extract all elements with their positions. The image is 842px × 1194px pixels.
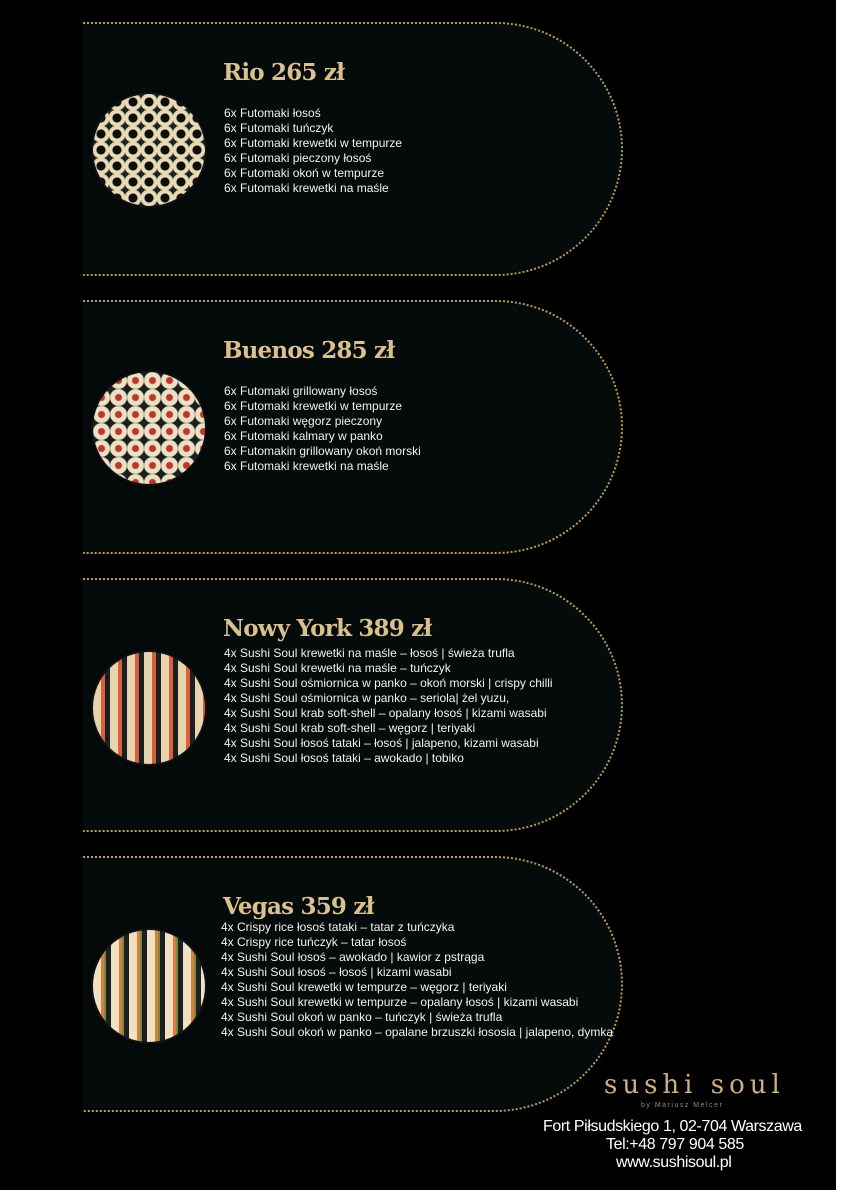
list-item: 6x Futomaki pieczony łosoś — [224, 151, 372, 165]
list-item: 4x Sushi Soul okoń w panko – opalane brzuszki łososia | jalapeno, dymka — [221, 1025, 614, 1039]
list-item: 6x Futomaki łosoś — [224, 106, 321, 120]
list-item: 4x Sushi Soul krewetki w tempurze – węgorz | teriyaki — [221, 980, 507, 994]
list-item: 6x Futomaki okoń w tempurze — [224, 166, 385, 180]
list-item: 6x Futomaki krewetki na maśle — [224, 181, 389, 195]
list-item: 4x Sushi Soul krab soft-shell – opalany łosoś | kizami wasabi — [224, 706, 547, 720]
list-item: 4x Sushi Soul ośmiornica w panko – seriola| żel yuzu, — [224, 691, 510, 705]
list-item: 4x Sushi Soul łosoś tataki – łosoś | jalapeno, kizami wasabi — [224, 736, 539, 750]
list-item: 6x Futomaki krewetki na maśle — [224, 459, 389, 473]
set-title: Rio 265 zł — [223, 59, 345, 87]
set-items — [224, 384, 421, 474]
sushi-platter-image — [93, 652, 205, 764]
list-item: 6x Futomakin grillowany okoń morski — [224, 444, 421, 458]
list-item: 6x Futomaki krewetki w tempurze — [224, 399, 403, 413]
restaurant-address: Fort Piłsudskiego 1, 02-704 Warszawa — [543, 1118, 802, 1135]
list-item: 4x Sushi Soul łosoś – awokado | kawior z pstrąga — [221, 950, 485, 964]
list-item: 6x Futomaki węgorz pieczony — [224, 414, 383, 428]
list-item: 4x Sushi Soul okoń w panko – tuńczyk | świeża trufla — [221, 1010, 503, 1024]
page-edge — [836, 0, 842, 1194]
list-item: 4x Crispy rice tuńczyk – tatar łosoś — [221, 935, 407, 949]
list-item: 4x Sushi Soul łosoś – łosoś | kizami wasabi — [221, 965, 452, 979]
set-items — [224, 106, 402, 196]
list-item: 4x Sushi Soul krewetki w tempurze – opalany łosoś | kizami wasabi — [221, 995, 579, 1009]
set-card-buenos — [83, 300, 623, 554]
set-card-vegas — [83, 856, 623, 1112]
brand-logo: sushi soul — [604, 1070, 785, 1100]
set-title: Vegas 359 zł — [223, 893, 374, 921]
set-card-nowy-york — [83, 578, 623, 832]
list-item: 4x Sushi Soul krewetki na maśle – łosoś | świeża trufla — [224, 646, 515, 660]
list-item: 4x Sushi Soul ośmiornica w panko – okoń morski | crispy chilli — [224, 676, 553, 690]
brand-byline: by Mariusz Melcer — [641, 1102, 724, 1109]
set-items — [221, 920, 621, 1040]
list-item: 6x Futomaki tuńczyk — [224, 121, 334, 135]
set-title: Buenos 285 zł — [223, 337, 395, 365]
list-item: 4x Sushi Soul krewetki na maśle – tuńczyk — [224, 661, 451, 675]
set-title: Nowy York 389 zł — [223, 615, 432, 643]
sushi-platter-image — [93, 94, 205, 206]
list-item: 4x Crispy rice łosoś tataki – tatar z tuńczyka — [221, 920, 455, 934]
set-card-rio — [83, 22, 623, 276]
list-item: 4x Sushi Soul krab soft-shell – węgorz | teriyaki — [224, 721, 476, 735]
page-edge-bottom — [0, 1190, 842, 1194]
list-item: 6x Futomaki grillowany łosoś — [224, 384, 378, 398]
restaurant-phone: Tel:+48 797 904 585 — [606, 1136, 744, 1153]
sushi-platter-image — [93, 372, 205, 484]
restaurant-website: www.sushisoul.pl — [616, 1154, 732, 1171]
sushi-platter-image — [93, 930, 205, 1042]
list-item: 6x Futomaki krewetki w tempurze — [224, 136, 403, 150]
set-items — [224, 646, 553, 766]
list-item: 6x Futomaki kalmary w panko — [224, 429, 383, 443]
list-item: 4x Sushi Soul łosoś tataki – awokado | tobiko — [224, 751, 464, 765]
